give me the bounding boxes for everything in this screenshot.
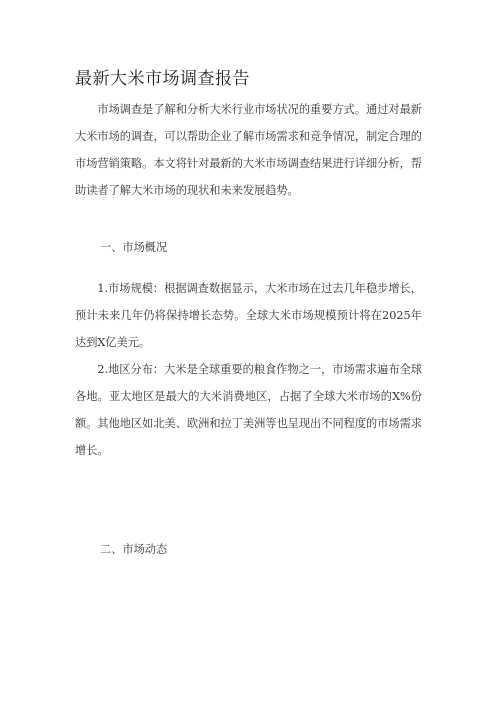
document-title: 最新大米市场调查报告	[75, 69, 250, 89]
paragraph-regional-distribution: 2.地区分布：大米是全球重要的粮食作物之一，市场需求遍布全球各地。亚太地区是最大的大米消费地区，占据了全球大米市场的X%份额。其他地区如北美、欧洲和拉丁美洲等也呈现出不同程度的市场需求增长。	[75, 363, 422, 457]
section-heading-market-dynamics: 二、市场动态	[100, 543, 168, 556]
section-heading-market-overview: 一、市场概况	[100, 241, 168, 254]
paragraph-market-scale: 1.市场规模：根据调查数据显示，大米市场在过去几年稳步增长，预计未来几年仍将保持增长态势。全球大米市场规模预计将在2025年达到X亿美元。	[75, 282, 422, 349]
intro-paragraph: 市场调查是了解和分析大米行业市场状况的重要方式。通过对最新大米市场的调查，可以帮助企业了解市场需求和竞争情况，制定合理的市场营销策略。本文将针对最新的大米市场调查结果进行详细分析，帮助读者了解大米市场的现状和未来发展趋势。	[75, 103, 422, 197]
